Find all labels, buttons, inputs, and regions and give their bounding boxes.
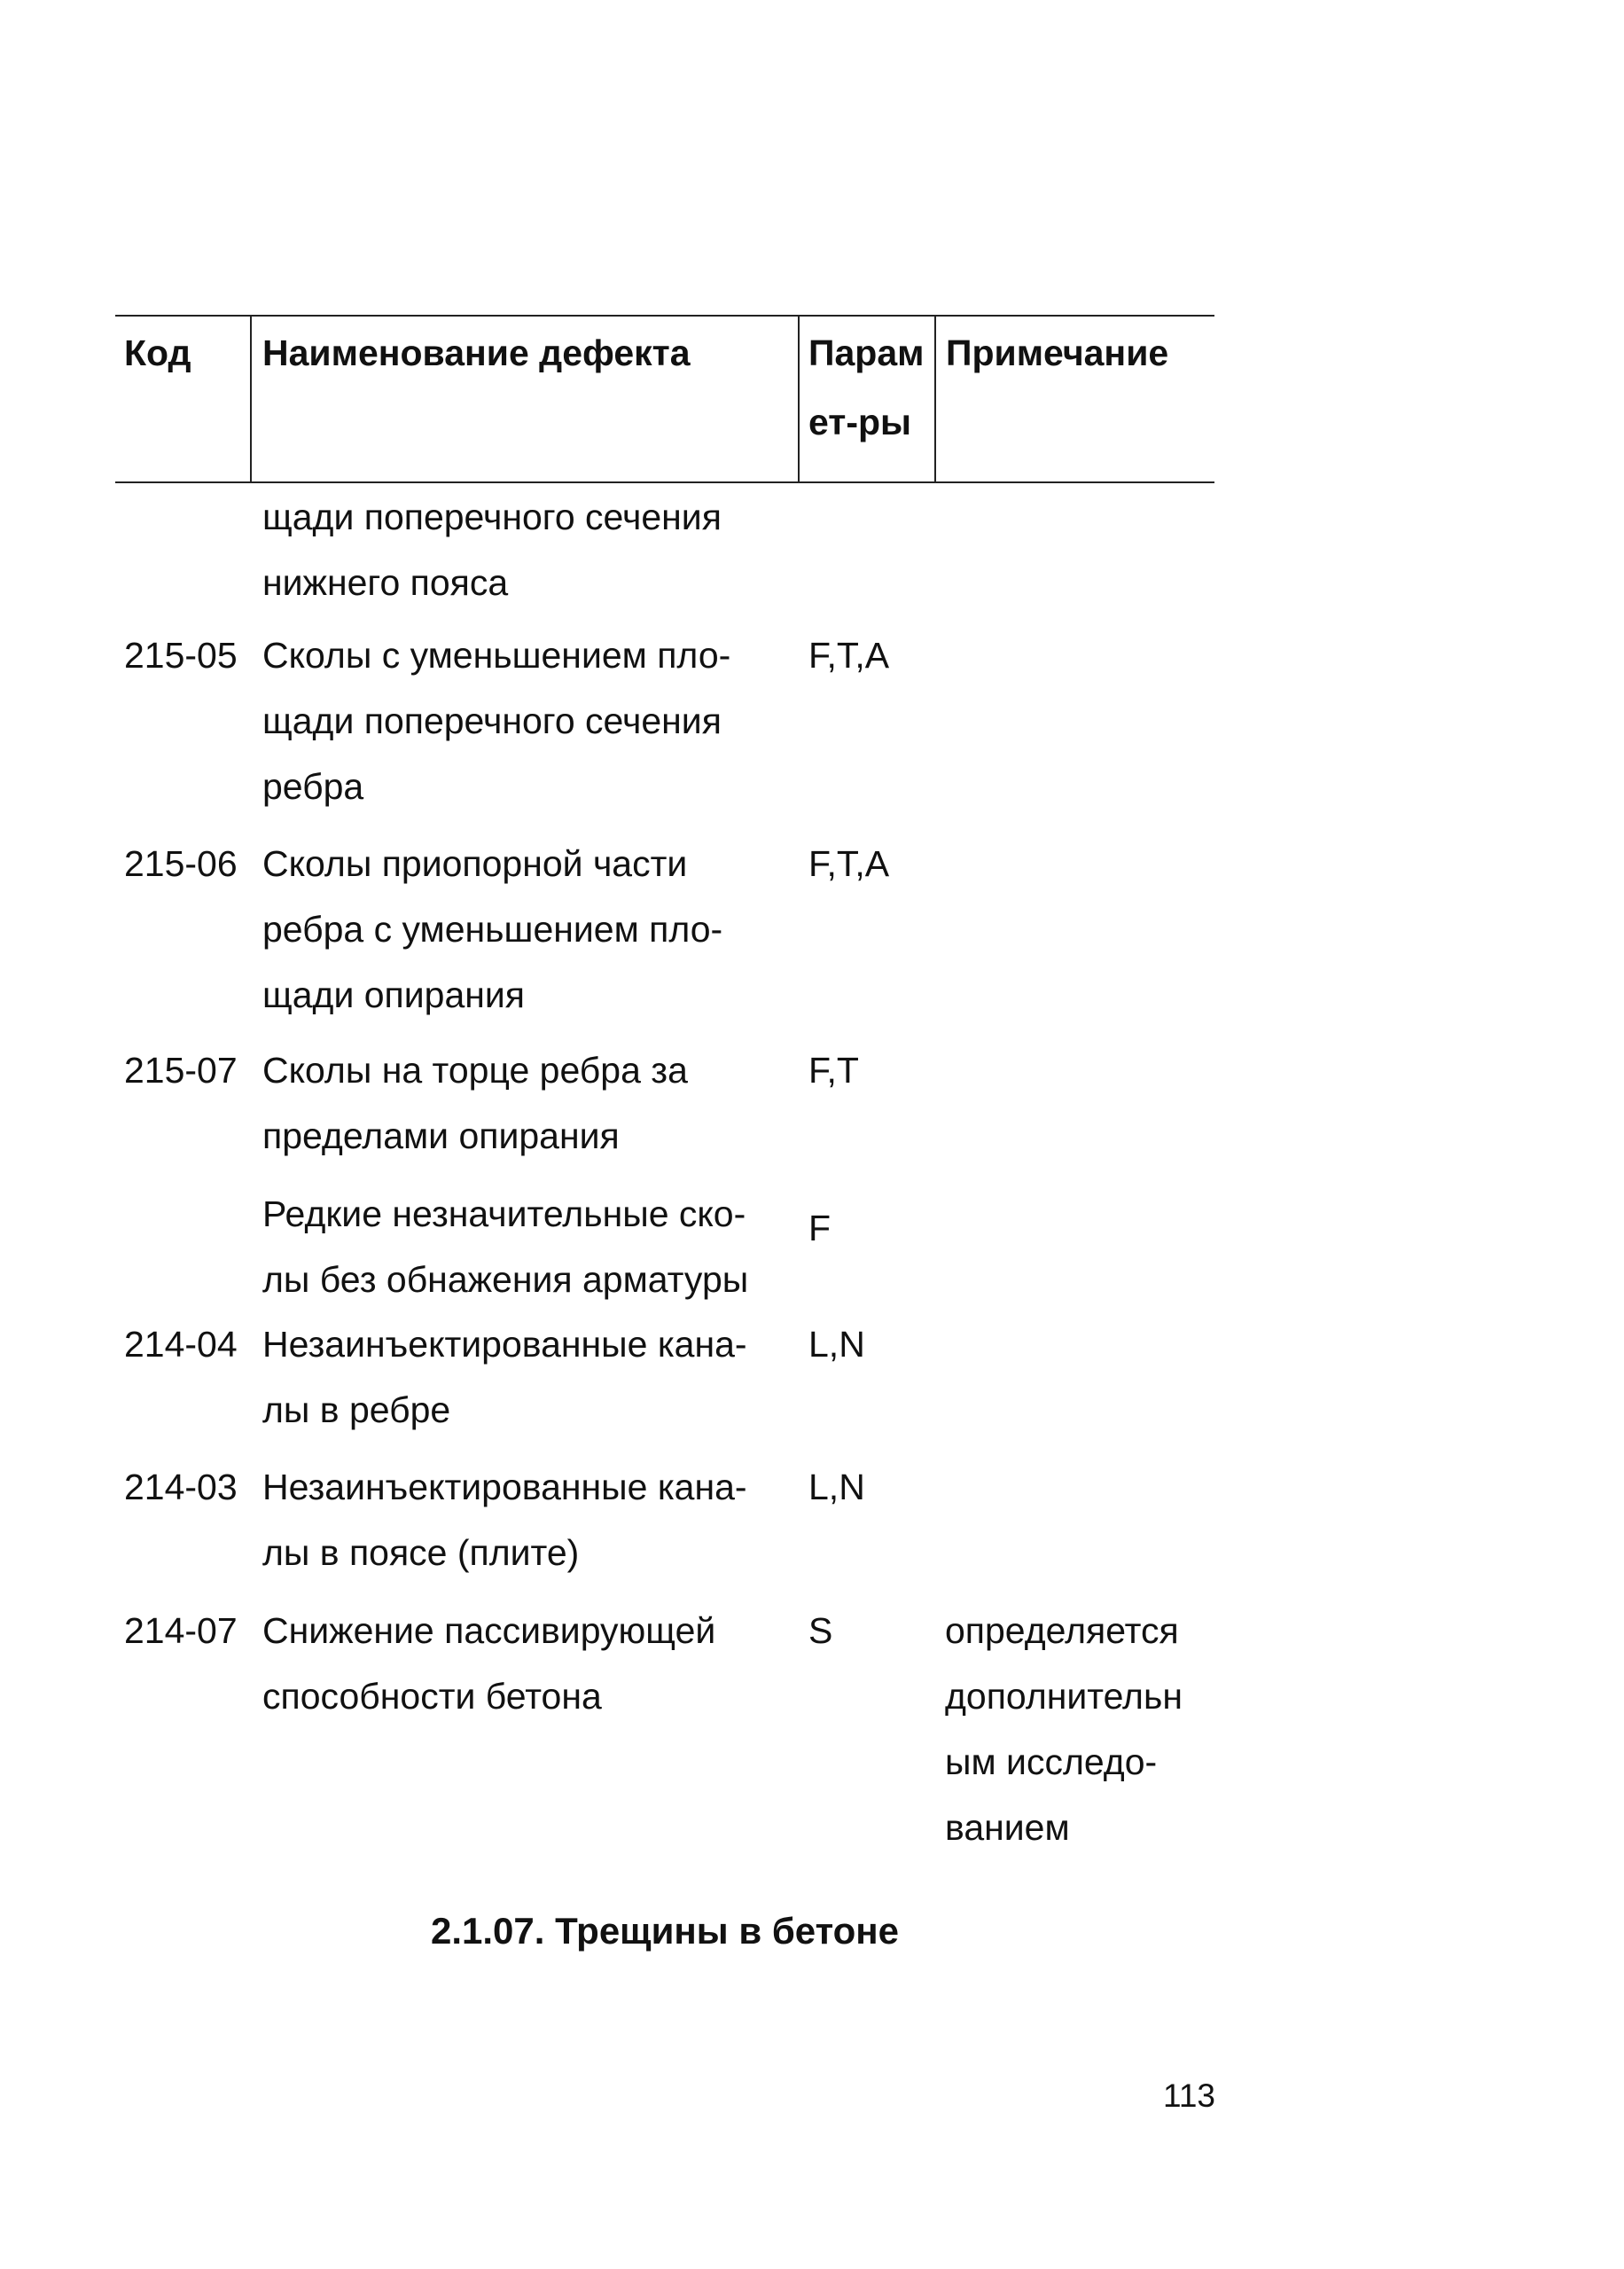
row-name-line: Снижение пассивирующей	[262, 1610, 716, 1651]
row-defect-name	[262, 484, 794, 615]
row-note	[945, 1598, 1211, 1860]
row-defect-name	[262, 1454, 794, 1585]
row-params: F,T	[808, 1050, 859, 1091]
row-name-line: Незаинъектированные кана-	[262, 1324, 747, 1365]
row-code: 214-07	[124, 1610, 238, 1651]
header-code: Код	[124, 333, 191, 373]
table-header	[115, 315, 1214, 483]
row-name-line: способности бетона	[262, 1676, 602, 1717]
row-name-line: щади поперечного сечения	[262, 497, 722, 537]
header-params	[798, 317, 934, 481]
row-name-line: лы в ребре	[262, 1389, 451, 1430]
section-title: 2.1.07. Трещины в бетоне	[431, 1910, 899, 1952]
row-code: 215-05	[124, 635, 238, 676]
row-params: F,T,A	[808, 843, 890, 884]
row-params: F,T,A	[808, 635, 890, 676]
row-defect-name	[262, 1311, 794, 1443]
header-note: Примечание	[934, 317, 1214, 481]
row-params: S	[808, 1610, 833, 1651]
row-code: 214-03	[124, 1467, 238, 1507]
row-name-line: Сколы приопорной части	[262, 843, 688, 884]
row-name-line: Незаинъектированные кана-	[262, 1467, 747, 1507]
header-params-line1: Парам	[808, 333, 925, 373]
row-params: F	[808, 1208, 832, 1248]
row-code: 215-07	[124, 1050, 238, 1091]
row-defect-name	[262, 831, 794, 1028]
row-name-line: Сколы на торце ребра за	[262, 1050, 688, 1091]
row-params: L,N	[808, 1467, 865, 1507]
row-defect-name	[262, 622, 794, 819]
header-defect-name: Наименование дефекта	[250, 317, 798, 481]
row-name-line: ребра с уменьшением пло-	[262, 909, 723, 950]
row-note-line: ым исследо-	[945, 1741, 1158, 1782]
page-number: 113	[1163, 2077, 1215, 2114]
row-name-line: ребра	[262, 766, 364, 807]
row-note-line: определяется	[945, 1610, 1179, 1651]
row-code: 215-06	[124, 843, 238, 884]
row-defect-name	[262, 1181, 794, 1312]
row-name-line: пределами опирания	[262, 1115, 620, 1156]
row-code: 214-04	[124, 1324, 238, 1365]
row-name-line: нижнего пояса	[262, 562, 509, 603]
row-note-line: дополнительн	[945, 1676, 1183, 1717]
row-name-line: Сколы с уменьшением пло-	[262, 635, 731, 676]
row-name-line: Редкие незначительные ско-	[262, 1193, 746, 1234]
row-defect-name	[262, 1037, 794, 1169]
row-name-line: щади опирания	[262, 974, 526, 1015]
row-name-line: щади поперечного сечения	[262, 700, 722, 741]
row-name-line: лы в поясе (плите)	[262, 1532, 580, 1573]
row-defect-name	[262, 1598, 794, 1729]
row-name-line: лы без обнажения арматуры	[262, 1259, 749, 1300]
header-params-line2: ет-ры	[808, 402, 912, 442]
row-params: L,N	[808, 1324, 865, 1365]
row-note-line: ванием	[945, 1807, 1070, 1848]
